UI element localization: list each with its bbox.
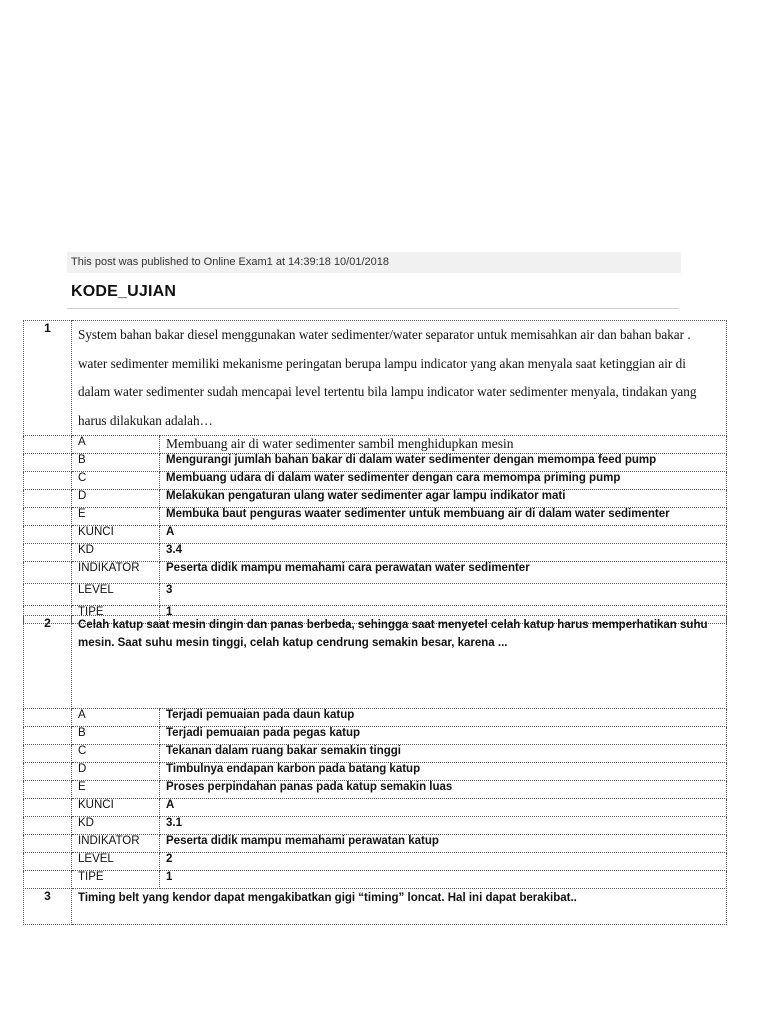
option-text: Melakukan pengaturan ulang water sedimenter agar lampu indikator mati	[160, 490, 727, 508]
option-label: A	[72, 709, 160, 727]
question-stem: System bahan bakar diesel menggunakan water sedimenter/water separator untuk memisahkan air dan bahan bakar . water sedimenter memiliki mekanisme peringatan berupa lampu indicator yang akan menyala saat ketinggian air di dalam water sedimenter sudah mencapai level tertentu bila lampu indicator water sedimenter menyala, tindakan yang harus dilakukan adalah…	[72, 321, 727, 436]
meta-label: TIPE	[72, 871, 160, 889]
meta-label: LEVEL	[72, 584, 160, 606]
meta-value: 2	[160, 853, 727, 871]
meta-value: 3	[160, 584, 727, 606]
option-text: Terjadi pemuaian pada daun katup	[160, 709, 727, 727]
title-divider	[67, 308, 679, 309]
option-text: Mengurangi jumlah bahan bakar di dalam water sedimenter dengan memompa feed pump	[160, 454, 727, 472]
option-label: C	[72, 745, 160, 763]
meta-label: KD	[72, 817, 160, 835]
option-text: Tekanan dalam ruang bakar semakin tinggi	[160, 745, 727, 763]
meta-value: 3.4	[160, 544, 727, 562]
option-text: Membuang udara di dalam water sedimenter dengan cara memompa priming pump	[160, 472, 727, 490]
level-row	[24, 853, 727, 871]
option-label: A	[72, 436, 160, 454]
question-3-stem-row	[24, 889, 727, 925]
question-stem: Timing belt yang kendor dapat mengakibatkan gigi “timing” loncat. Hal ini dapat berakibat..	[72, 889, 727, 925]
meta-label: LEVEL	[72, 853, 160, 871]
kd-row	[24, 817, 727, 835]
indikator-row	[24, 835, 727, 853]
meta-label: TIPE	[72, 606, 160, 624]
indikator-row	[24, 562, 727, 584]
option-text: Membuka baut penguras waater sedimenter untuk membuang air di dalam water sedimenter	[160, 508, 727, 526]
question-number: 2	[24, 616, 72, 709]
option-row-c	[24, 745, 727, 763]
meta-value: 1	[160, 606, 727, 624]
meta-label: INDIKATOR	[72, 835, 160, 853]
option-row-e	[24, 781, 727, 799]
option-text: Timbulnya endapan karbon pada batang katup	[160, 763, 727, 781]
option-row-e	[24, 508, 727, 526]
meta-label: KUNCI	[72, 526, 160, 544]
kunci-row	[24, 526, 727, 544]
option-label: B	[72, 454, 160, 472]
meta-value: A	[160, 526, 727, 544]
option-label: C	[72, 472, 160, 490]
kd-row	[24, 544, 727, 562]
option-row-d	[24, 490, 727, 508]
option-row-a	[24, 436, 727, 454]
option-label: E	[72, 781, 160, 799]
option-row-b	[24, 727, 727, 745]
meta-label: INDIKATOR	[72, 562, 160, 584]
document-title: KODE_UJIAN	[71, 283, 177, 300]
question-3-table	[23, 888, 727, 925]
question-1-stem-row	[24, 321, 727, 436]
option-row-a	[24, 709, 727, 727]
option-row-c	[24, 472, 727, 490]
option-row-d	[24, 763, 727, 781]
question-stem: Celah katup saat mesin dingin dan panas berbeda, sehingga saat menyetel celah katup harus memperhatikan suhu mesin. Saat suhu mesin tinggi, celah katup cendrung semakin besar, karena ...	[72, 616, 727, 709]
question-1-table	[23, 320, 727, 624]
meta-value: 1	[160, 871, 727, 889]
meta-value: 3.1	[160, 817, 727, 835]
option-label: D	[72, 763, 160, 781]
option-label: B	[72, 727, 160, 745]
publish-info-bar	[67, 252, 681, 273]
question-number: 1	[24, 321, 72, 436]
tipe-row	[24, 871, 727, 889]
question-2-table	[23, 615, 727, 889]
meta-label: KD	[72, 544, 160, 562]
option-text: Terjadi pemuaian pada pegas katup	[160, 727, 727, 745]
kunci-row	[24, 799, 727, 817]
option-row-b	[24, 454, 727, 472]
option-text: Proses perpindahan panas pada katup semakin luas	[160, 781, 727, 799]
option-label: D	[72, 490, 160, 508]
question-2-stem-row	[24, 616, 727, 709]
publish-info-text: This post was published to Online Exam1 at 14:39:18 10/01/2018	[71, 256, 389, 268]
meta-value: A	[160, 799, 727, 817]
option-text: Membuang air di water sedimenter sambil menghidupkan mesin	[160, 436, 727, 454]
meta-value: Peserta didik mampu memahami cara perawatan water sedimenter	[160, 562, 727, 584]
option-label: E	[72, 508, 160, 526]
meta-value: Peserta didik mampu memahami perawatan katup	[160, 835, 727, 853]
meta-label: KUNCI	[72, 799, 160, 817]
question-number: 3	[24, 889, 72, 925]
level-row	[24, 584, 727, 606]
